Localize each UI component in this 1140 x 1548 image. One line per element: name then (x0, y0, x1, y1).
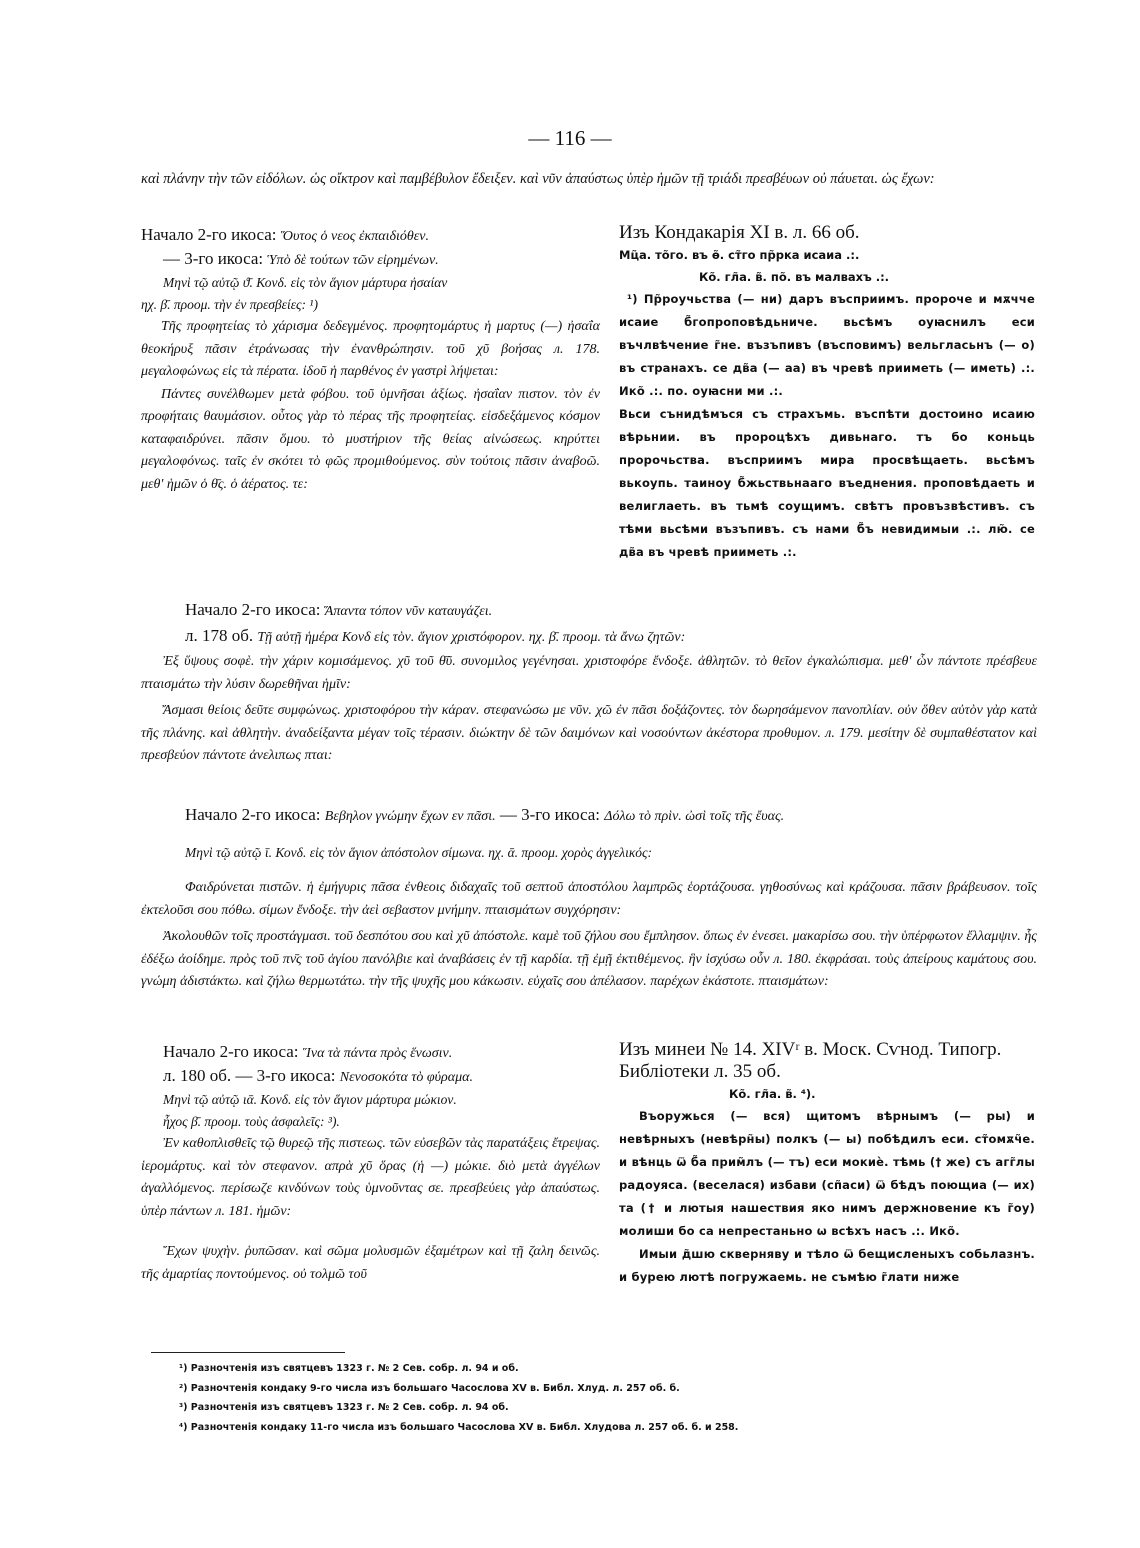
section4-subline2: ἦχος β̄. προομ. τοὺς ἀσφαλεῖς: ³). (163, 1114, 340, 1129)
heading-greek: Ὅυτος ὁ νεος ἐκπαιδιόθεν. (280, 229, 429, 244)
section3 (141, 804, 1037, 994)
footnote-divider (151, 1352, 345, 1353)
section1-subline2: ηχ. β̄. προομ. τὴν ἐν πρεσβείες: ¹) (141, 297, 318, 312)
heading-greek: Βεβηλον γνώμην ἔχων εν πᾶσι. (324, 809, 496, 824)
section1-greek-text1: Τῆς προφητείας τὸ χάρισμα δεδεγμένος. προφητομάρτυς ἡ μαρτυς (—) ἠσαΐα θεοκήρυξ πᾶσιν ἐτράνωσας τὴν ἐνανθρώπησιν. τοῦ χῦ βοήσας л. 178. μεγαλοφώνως εἰς τὰ πέρατα. ἰδοῦ ἡ παρθένος ἐν γαστρὶ λήψεται: (141, 319, 600, 379)
section1-right-title2: Ко̃. гл̃а. в̃. по̃. въ малвахъ .:. (699, 270, 890, 284)
heading-greek: Ὑπὸ δὲ τούτων τῶν εἰρημένων. (267, 253, 439, 268)
section1-left-column (141, 224, 600, 496)
section1-subline1: Μηνὶ τῷ αὐτῷ ϑ̄. Κονδ. εἰς τὸν ἅγιον μάρτυρα ἠσαίαν (163, 275, 448, 290)
section4-subline1: Μηνὶ τῷ αὐτῷ ιᾱ. Κονδ. εἰς τὸν ἅγιον μάρτυρα μώκιον. (163, 1092, 457, 1107)
section3-heading (141, 804, 1037, 828)
heading-label: — 3-го икоса: (163, 249, 264, 268)
section4-slavonic-text2: Имыи д̃шю скверняву и тѣло ѿ бещисленыхъ собьлазнъ. и бурею лютѣ погружаемь. не съмѣю г̃лати ниже (619, 1247, 1035, 1284)
section1-heading2 (141, 248, 600, 272)
section3-subline: Μηνὶ τῷ αὐτῷ ῑ. Κονδ. εἰς τὸν ἅγιον ἀπόστολον σίμωνα. ηχ. ᾱ. προομ. χορὸς ἀγγελικός: (185, 844, 653, 860)
heading2-label: — 3-го икоса: (499, 805, 601, 824)
heading2-greek: Δόλω τὸ πρὶν. ὠσὶ τοῖς τῆς ἔυας. (604, 809, 785, 824)
section1-greek-text2: Πάντες συνέλθωμεν μετὰ φόβου. τοῦ ὑμνῆσαι ἀξίως. ἠσαΐαν πιστον. τὸν ἐν προφήταις θαυμάσιον. οὗτος γὰρ τὸ πέρας τῆς προφητείας. εἰσδεξάμενος κόσμον καταφαιδρύνει. πᾶσιν ὅμου. τὸ μυστήριον τῆς θείας αἰνώσεως. κηρύττει μεγαλοφόνως. ταῖς ἐν σκότει τὸ φῶς προμιθούμενος. σὺν τούτοις πᾶσιν ἀναβοῶ. μεθ' ἡμῶν ὁ θ̄ς. ὁ ἀέρατος. τε: (141, 386, 600, 492)
heading-label: Начало 2-го икоса: (185, 805, 321, 824)
section4-greek-text2: Ἔχων ψυχὴν. ῥυπῶσαν. καὶ σῶμα μολυσμῶν ἐξαμέτρων καὶ τῇ ζαλη δεινῶς. τῆς ἁμαρτίας ποντούμενος. οὐ τολμῶ τοῦ (141, 1244, 600, 1282)
footnotes (179, 1359, 879, 1437)
footnote-3: ³) Разночтенія изъ святцевъ 1323 г. № 2 Сев. собр. л. 94 об. (179, 1402, 509, 1413)
section3-greek-text2: Ἀκολουθῶν τοῖς προστάγμασι. τοῦ δεσπότου σου καὶ χῦ ἀπόστολε. καμὲ τοῦ ζήλου σου ἔμπλησον. ὅπως ἐν ἐνεσει. μακαρίσω σου. τὴν ὑπέρφωτον ἔλλαμψιν. ἧς ἐδέξω ἀοίδημε. πρὸς τοῦ πν̄ς τοῦ ἁγίου πανόλβιε καὶ ἀναβάσεις ἐν τῇ καρδία. τῇ ἐμῇ ἐκτιθέμενος. ἣν ἰσχύσω οὖν л. 180. ἐκφράσαι. τοὺς ἀπείρους καμάτους σου. γνώμη ἀδιστάκτω. καὶ ζήλω θερμωτάτω. τὴν τῆς ψυχῆς μου κάκωσιν. εὐχαῖς σου ἀπέλασον. παρέχων ἑκάστοτε. πταισμάτων: (141, 929, 1037, 989)
section1-right-heading: Изъ Кондакарія XI в. л. 66 об. (619, 222, 860, 243)
section2 (141, 599, 1037, 768)
heading-label: Начало 2-го икоса: (163, 1042, 299, 1061)
section4-left-column (141, 1041, 600, 1286)
section2-greek-text2: Ἄσμασι θείοις δεῦτε συμφώνως. χριστοφόρου τὴν κάραν. στεφανώσω με νῦν. χῶ ἐν πᾶσι δοξάζοντες. τὸν δωρησάμενον πανοπλίαν. οὐν ὅθεν αὐτὸν γὰρ κατὰ τῆς πλάνης. καὶ ἀθλητὴν. ἀναδείξαντα μέγαν τοῖς τέρασιν. διώκτην δὲ τῶν δαιμόνων καὶ νοσούντων ἀκέστορα προθυμον. л. 179. μεσίτην δὲ συμπαθέστατον καὶ πρεσβεύον πάντοτε ἀνελιπως πται: (141, 703, 1037, 763)
section4-right-heading1: Изъ минеи № 14. XIVʳ в. Моск. Сѵнод. Типогр. (619, 1039, 1002, 1060)
section2-heading (141, 599, 1037, 623)
page-number: — 116 — (528, 126, 612, 150)
intro-text: καὶ πλάνην τὴν τῶν εἰδόλων. ὡς οἴκτρον καὶ παμβέβυλον ἔδειξεν. καὶ νῦν ἀπαύστως ὑπὲρ ἡμῶν τῇ τριάδι πρεσβέυων οὐ πάυεται. ὡς ἔχων: (141, 171, 935, 187)
heading-label: Начало 2-го икоса: (141, 225, 277, 244)
footnote-4: ⁴) Разночтенія кондаку 11-го числа изъ большаго Часослова XV в. Библ. Хлудова л. 257 об. б. и 258. (179, 1421, 739, 1433)
heading-greek: Ἵνα τὰ πάντα πρὸς ἕνωσιν. (302, 1046, 453, 1061)
section1-slavonic-text1: ¹) Пр̃роучьства (— ни) даръ въсприимъ. пророче и мѫчче исаие б̃гопроповѣдьниче. вьсѣмъ оуꙗснилъ еси въчлвѣчение г̃не. възъпивъ (въсповимъ) вельгласьнъ (— о) въ странахъ. се дв̃а (— аа) въ чревѣ прииметь (— иметь) .:. Ико̃ .:. по. оуꙗсни ми .:. (619, 292, 1035, 398)
section4-heading2 (141, 1065, 600, 1089)
section4-heading1 (141, 1041, 600, 1065)
line2-greek: Τῇ αὐτῇ ἡμέρα Κονδ εἰς τὸν. ἅγιον χριστόφορον. ηχ. β̄. προομ. τὰ ἄνω ζητῶν: (257, 630, 686, 645)
heading-greek: Νενοσοκότα τὸ φύραμα. (339, 1070, 473, 1085)
section4-right-heading2: Библіотеки л. 35 об. (619, 1061, 781, 1082)
section4-greek-text1: Ἐν καθοπλισθεῖς τῷ θυρεῷ τῆς πιστεως. τῶν εὐσεβῶν τὰς παρατάξεις ἔτρεψας. ἱερομάρτυς. καὶ τὸν στεφανον. απρὰ χῦ ὅρας (ἡ —) μώκιε. διὸ μετὰ ἀγγέλων ἀγαλλόμενος. περίσωζε κινδύνων τοὺς ὑμνοῦντας σε. πρεσβεύεις γὰρ ἀπαύστως. ὑπὲρ πάντων л. 181. ἡμῶν: (141, 1136, 600, 1219)
section1-right-title1: Мц̃а. то̃го. въ ѳ̃. ст̃го пр̃рка исаиа .:. (619, 248, 860, 262)
section4-right-title: Ко̃. гл̃а. в̃. ⁴). (729, 1087, 816, 1101)
footnote-1: ¹) Разночтенія изъ святцевъ 1323 г. № 2 Сев. собр. л. 94 и об. (179, 1363, 519, 1374)
footnote-2: ²) Разночтенія кондаку 9-го числа изъ большаго Часослова XV в. Библ. Хлуд. л. 257 об. б. (179, 1382, 680, 1394)
section4-slavonic-text1: Въоружься (— вся) щитомъ вѣрнымъ (— ры) и невѣрныхъ (невѣрн̃ы) полкъ (— ы) побѣдилъ еси. ст̃омѫч̃е. и вѣнць ѿ б̃а прим̃лъ (— тъ) еси мокиѐ. тѣмь († же) съ агг̃лы радоуяса. (веселася) избави (сп̃аси) ѿ бѣдъ поющиа (— их) та († и лютыя нашествия яко нимъ держновение къ г̃оу) молиши бо са непрестаньно ѡ всѣхъ насъ .:. Ико̃. (619, 1109, 1035, 1238)
folio-label: л. 178 об. (185, 626, 254, 645)
heading-label: л. 180 об. — 3-го икоса: (163, 1066, 336, 1085)
section3-greek-text1: Φαιδρύνεται πιστῶν. ἡ ἐμήγυρις πᾶσα ἐνθεοις διδαχαῖς τοῦ σεπτοῦ ἀποστόλου λαμπρῶς ἑορτάζουσα. γηθοσύνως καὶ κράζουσα. πᾶσιν βράβευσον. τοῖς ἐκτελοῦσι σου πόθω. σίμων ἔνδοξε. τὴν ἀεὶ σεβαστον μνήμην. πταισμάτων συγχόρησιν: (141, 880, 1037, 918)
section1-slavonic-text2: Вьси сънидѣмъся съ страхъмь. въспѣти достоино исаию вѣрьнии. въ пророцѣхъ дивьнаго. тъ бо коньць пророчьства. въсприимъ мира просвѣщаеть. вьсѣмъ вькоупь. таиноу б̃жьствьнааго въеднения. проповѣдаеть и велиглаеть. въ тьмѣ соущимъ. свѣтъ провъзвѣстивъ. съ тѣми вьсѣми възъпивъ. съ нами б̃ъ невидимыи .:. лю̃. се дв̃а въ чревѣ прииметь .:. (619, 407, 1035, 559)
heading-greek: Ἅπαντα τόπον νῦν καταυγάζει. (324, 604, 493, 619)
heading-label: Начало 2-го икоса: (185, 600, 321, 619)
section2-greek-text1: Ἐξ ὕψους σοφὲ. τὴν χάριν κομισάμενος. χῦ τοῦ θ̄ῦ. συνομιλος γεγένησαι. χριστοφόρε ἔνδοξε. ἀθλητῶν. τὸ θεῖον ἐγκαλώπισμα. μεθ' ὧν πάντοτε πρέσβευε πταισμάτω τὴν λύσιν δωρεθῆναι ἡμῖν: (141, 654, 1037, 692)
section2-line2 (141, 625, 1037, 649)
section4-right-column (619, 1039, 1035, 1289)
section1-right-column (619, 222, 1035, 564)
section1-heading1 (141, 224, 600, 248)
